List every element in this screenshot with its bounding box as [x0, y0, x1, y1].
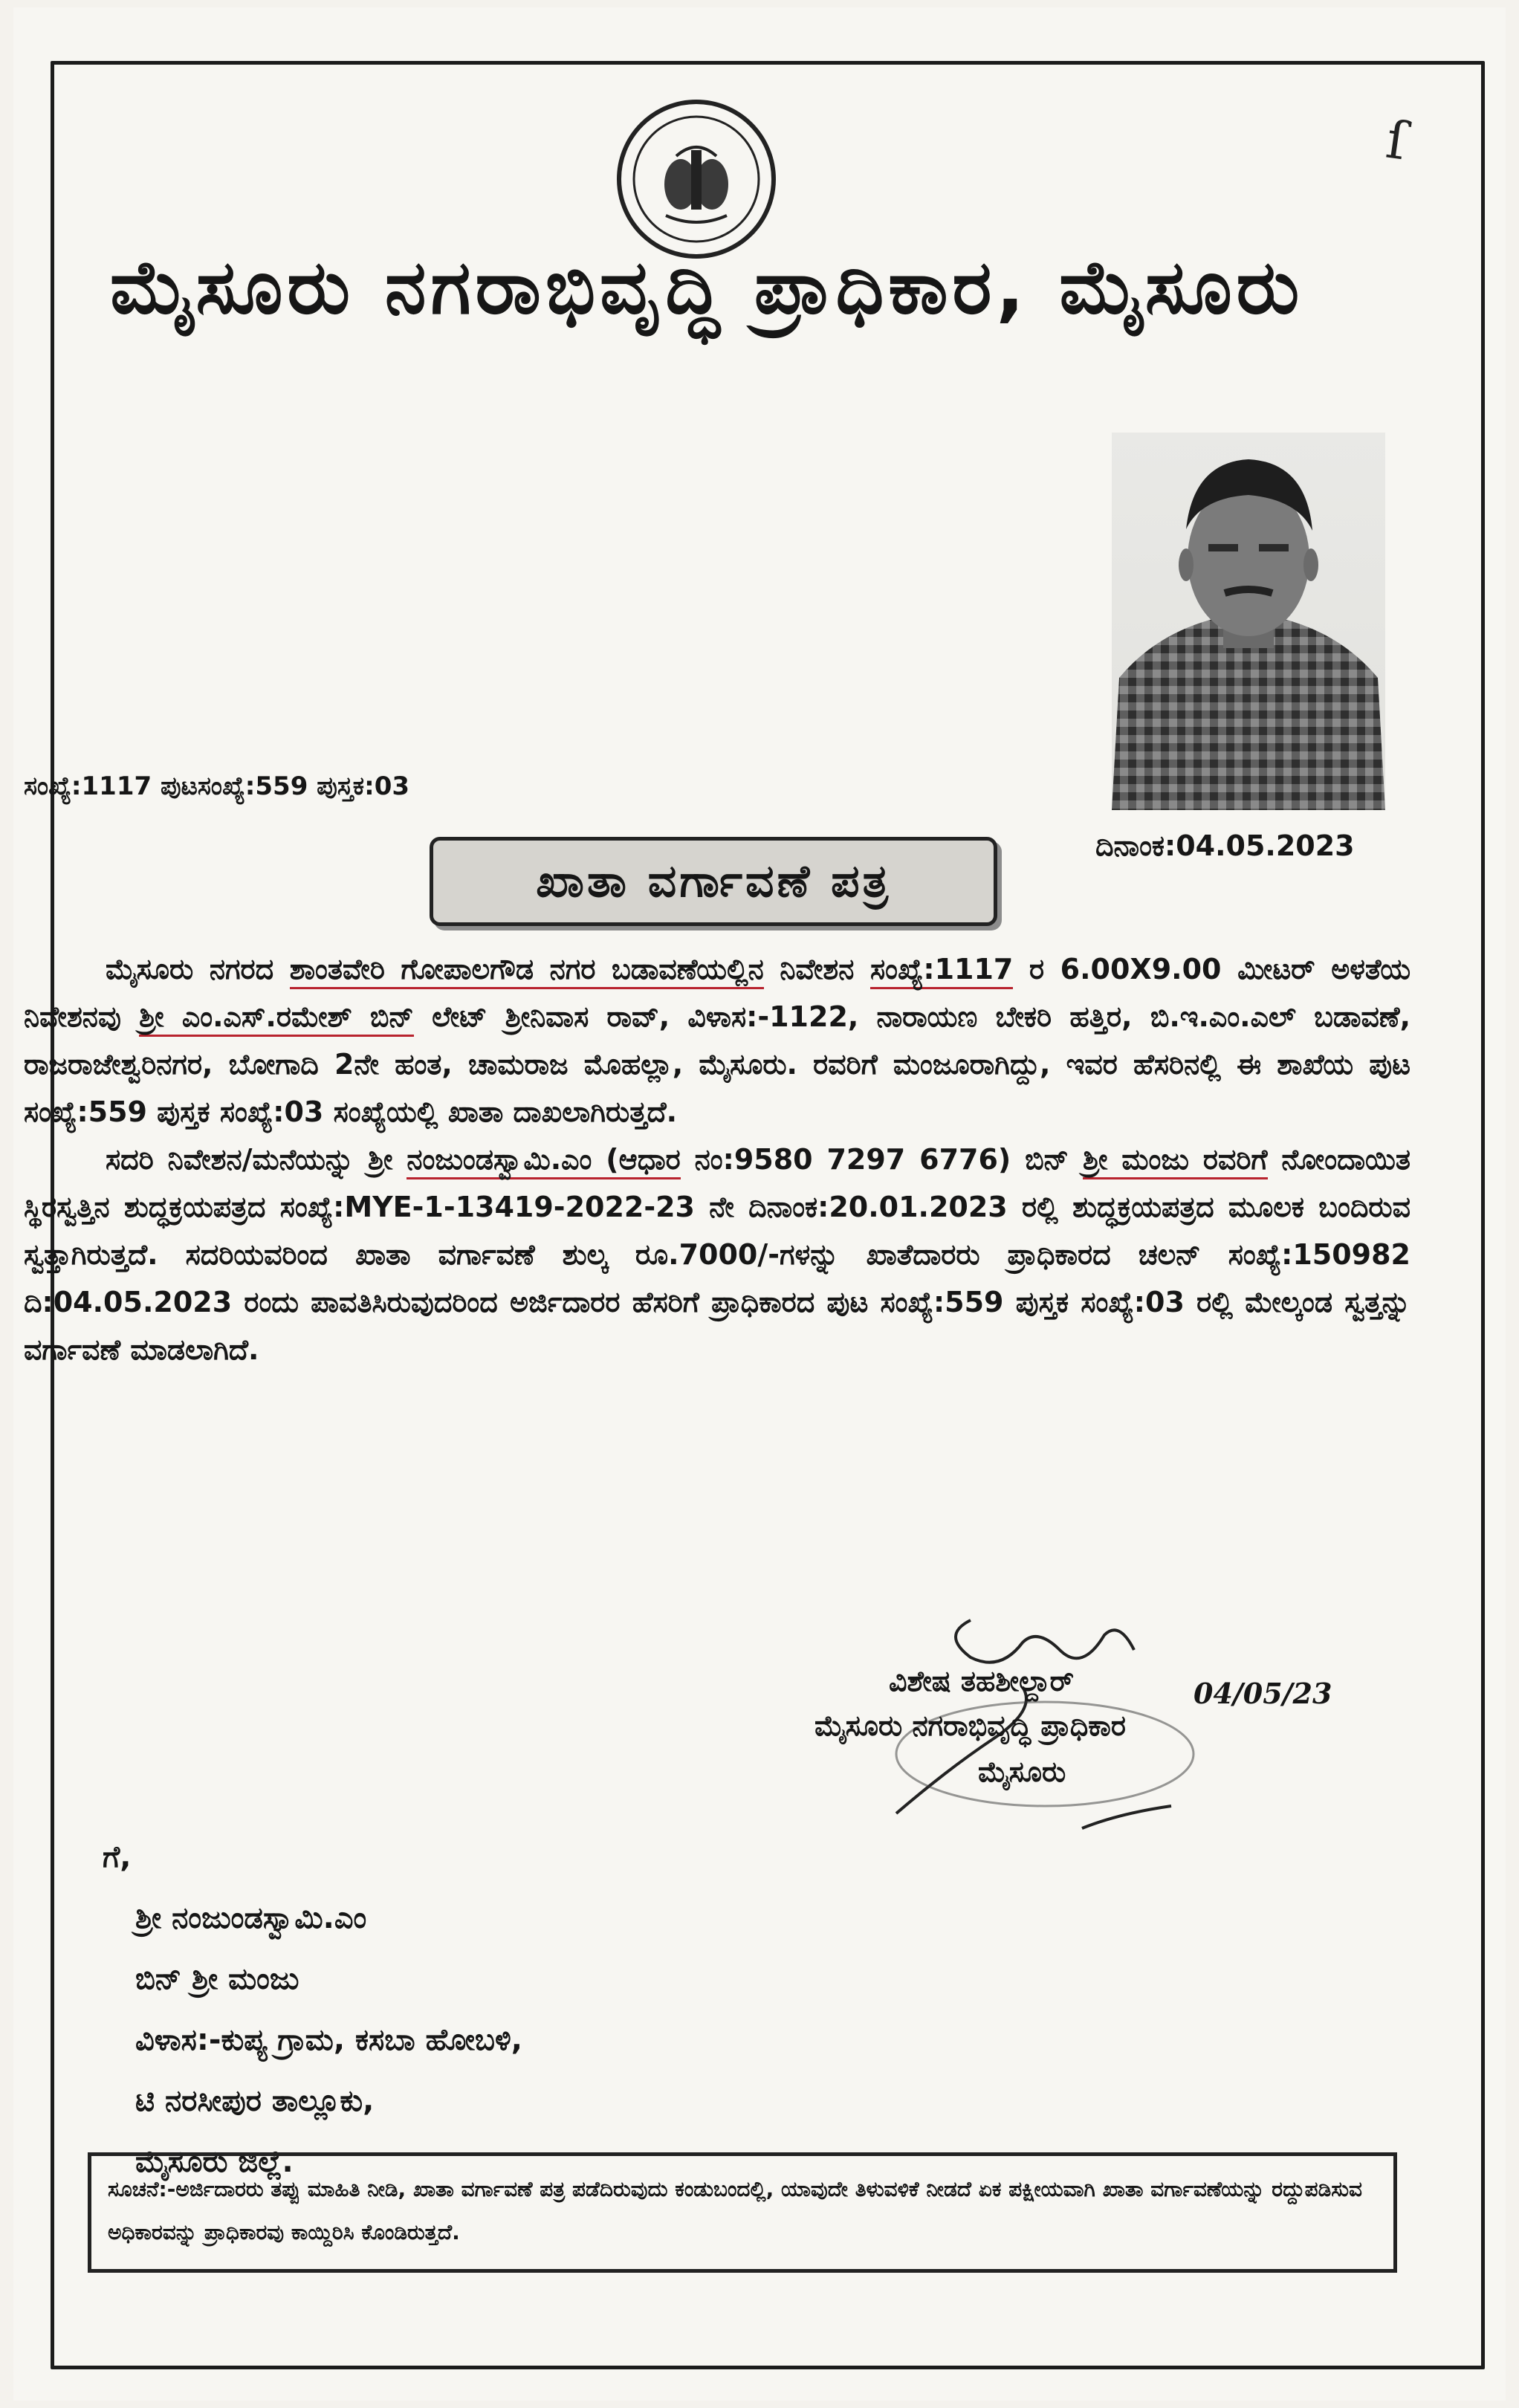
- recipient-block: [103, 1827, 522, 2192]
- underlined-allottee-name: ಶ್ರೀ ಎಂ.ಎಸ್.ರಮೇಶ್ ಬಿನ್: [139, 1000, 414, 1037]
- applicant-photo: [1112, 433, 1385, 810]
- text-run: ಲೇಟ್ ಶ್ರೀನಿವಾಸ ರಾವ್, ವಿಳಾಸ:-1122, ನಾರಾಯಣ ಬೇಕರಿ ಹತ್ತಿರ, ಬಿ.ಇ.ಎಂ.ಎಲ್ ಬಡಾವಣೆ, ರಾಜರಾಜೇಶ್ವರಿನಗರ, ಬೋಗಾದಿ 2ನೇ ಹಂತ, ಚಾಮರಾಜ ಮೊಹಲ್ಲಾ, ಮೈಸೂರು. ರವರಿಗೆ ಮಂಜೂರಾಗಿದ್ದು, ಇವರ ಹೆಸರಿನಲ್ಲಿ ಈ ಶಾಖೆಯ ಪುಟ ಸಂಖ್ಯೆ:559 ಪುಸ್ತಕ ಸಂಖ್ಯೆ:03 ಸಂಖ್ಯೆಯಲ್ಲಿ ಖಾತಾ ದಾಖಲಾಗಿರುತ್ತದೆ.: [24, 1000, 1411, 1128]
- underlined-site-number: ಸಂಖ್ಯೆ:1117: [870, 953, 1013, 989]
- underlined-layout-name: ಶಾಂತವೇರಿ ಗೋಪಾಲಗೌಡ ನಗರ ಬಡಾವಣೆಯಲ್ಲಿನ: [290, 953, 764, 989]
- text-run: ಸದರಿ ನಿವೇಶನ/ಮನೆಯನ್ನು ಶ್ರೀ: [106, 1143, 407, 1176]
- notice-text: ಸೂಚನೆ:-ಅರ್ಜಿದಾರರು ತಪ್ಪು ಮಾಹಿತಿ ನೀಡಿ, ಖಾತಾ ವರ್ಗಾವಣೆ ಪತ್ರ ಪಡೆದಿರುವುದು ಕಂಡುಬಂದಲ್ಲಿ, ಯಾವುದೇ ತಿಳುವಳಿಕೆ ನೀಡದೆ ಏಕ ಪಕ್ಷೀಯವಾಗಿ ಖಾತಾ ವರ್ಗಾವಣೆಯನ್ನು ರದ್ದುಪಡಿಸುವ ಅಧಿಕಾರವನ್ನು ಪ್ರಾಧಿಕಾರವು ಕಾಯ್ದಿರಿಸಿ ಕೊಂಡಿರುತ್ತದೆ.: [108, 2177, 1362, 2244]
- handwritten-mark: ſ: [1382, 109, 1410, 172]
- recipient-father: ಬಿನ್ ಶ್ರೀ ಮಂಜು: [135, 1962, 299, 1996]
- recipient-name: ಶ್ರೀ ನಂಜುಂಡಸ್ವಾಮಿ.ಎಂ: [135, 1901, 367, 1935]
- signatory-office: ಮೈಸೂರು ನಗರಾಭಿವೃದ್ಧಿ ಪ್ರಾಧಿಕಾರ: [814, 1709, 1126, 1742]
- authority-title: ಮೈಸೂರು ನಗರಾಭಿವೃದ್ಧಿ ಪ್ರಾಧಿಕಾರ, ಮೈಸೂರು: [110, 244, 1304, 331]
- underlined-father-name: ಶ್ರೀ ಮಂಜು ರವರಿಗೆ: [1083, 1143, 1267, 1179]
- document-sheet: [13, 7, 1506, 2401]
- document-title: ಖಾತಾ ವರ್ಗಾವಣೆ ಪತ್ರ: [536, 855, 891, 907]
- authority-seal-icon: [614, 97, 779, 262]
- recipient-address-2: ಟಿ ನರಸೀಪುರ ತಾಲ್ಲೂಕು,: [135, 2084, 375, 2118]
- handwritten-date: 04/05/23: [1194, 1677, 1332, 1710]
- reference-numbers: ಸಂಖ್ಯೆ:1117 ಪುಟಸಂಖ್ಯೆ:559 ಪುಸ್ತಕ:03: [24, 771, 410, 801]
- underlined-transferee-name: ನಂಜುಂಡಸ್ವಾಮಿ.ಎಂ (ಆಧಾರ: [407, 1143, 680, 1179]
- signatory-designation: ವಿಶೇಷ ತಹಶೀಲ್ದಾರ್: [889, 1665, 1075, 1697]
- text-run: ನೋಂದಾಯಿತ ಸ್ಥಿರಸ್ವತ್ತಿನ ಶುದ್ಧಕ್ರಯಪತ್ರದ ಸಂಖ್ಯೆ:MYE-1-13419-2022-23 ನೇ ದಿನಾಂಕ:20.01.2023 ರಲ್ಲಿ ಶುದ್ಧಕ್ರಯಪತ್ರದ ಮೂಲಕ ಬಂದಿರುವ ಸ್ವತ್ತಾಗಿರುತ್ತದೆ. ಸದರಿಯವರಿಂದ ಖಾತಾ ವರ್ಗಾವಣೆ ಶುಲ್ಕ ರೂ.7000/-ಗಳನ್ನು ಖಾತೆದಾರರು ಪ್ರಾಧಿಕಾರದ ಚಲನ್ ಸಂಖ್ಯೆ:150982 ದಿ:04.05.2023 ರಂದು ಪಾವತಿಸಿರುವುದರಿಂದ ಅರ್ಜಿದಾರರ ಹೆಸರಿಗೆ ಪ್ರಾಧಿಕಾರದ ಪುಟ ಸಂಖ್ಯೆ:559 ಪುಸ್ತಕ ಸಂಖ್ಯೆ:03 ರಲ್ಲಿ ಮೇಲ್ಕಂಡ ಸ್ವತ್ತನ್ನು ವರ್ಗಾವಣೆ ಮಾಡಲಾಗಿದೆ.: [24, 1143, 1410, 1366]
- document-title-box: [430, 837, 997, 926]
- document-body: [24, 945, 1410, 1373]
- paragraph-2: [24, 1136, 1410, 1373]
- recipient-to: ಗೆ,: [103, 1840, 132, 1874]
- text-run: ಮೈಸೂರು ನಗರದ: [106, 953, 290, 985]
- paragraph-1: [24, 945, 1410, 1136]
- text-run: ನಿವೇಶನ: [763, 953, 870, 985]
- recipient-address-3: ಮೈಸೂರು ಜಿಲ್ಲೆ.: [135, 2145, 294, 2179]
- recipient-address-1: ವಿಳಾಸ:-ಕುಪ್ಯ ಗ್ರಾಮ, ಕಸಬಾ ಹೋಬಳಿ,: [135, 2023, 523, 2057]
- signature-block: [800, 1590, 1335, 1858]
- notice-box: [88, 2152, 1397, 2273]
- issue-date: ದಿನಾಂಕ:04.05.2023: [1095, 829, 1355, 862]
- text-run: ರ 6.00X9.00 ಮೀಟರ್ ಅಳತೆಯ ನಿವೇಶನವು: [24, 953, 1411, 1033]
- text-run: ನಂ:9580 7297 6776) ಬಿನ್: [680, 1143, 1084, 1176]
- signatory-city: ಮೈಸೂರು: [978, 1755, 1066, 1788]
